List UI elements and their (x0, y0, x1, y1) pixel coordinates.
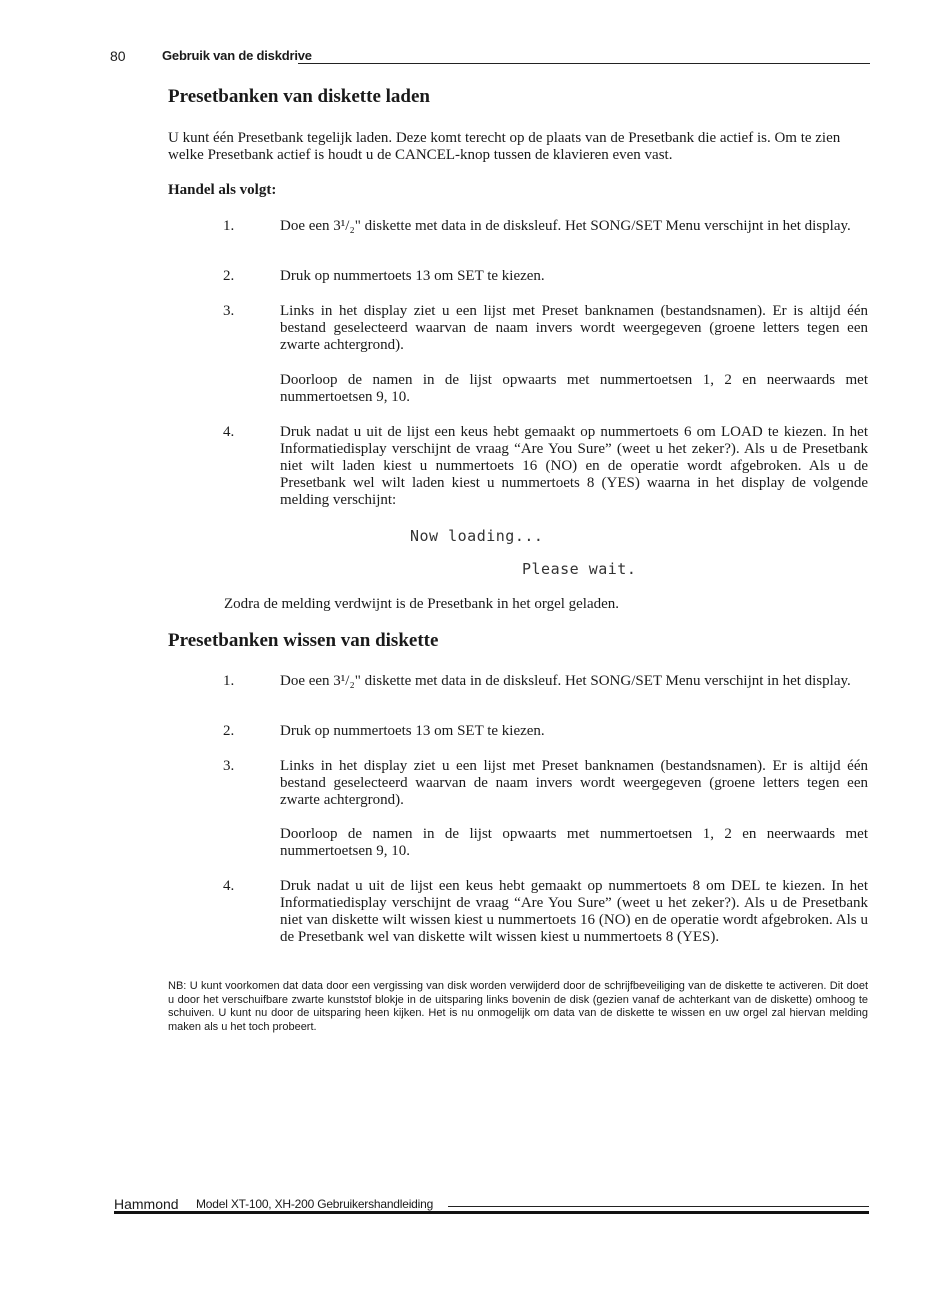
step-text: Links in het display ziet u een lijst met Preset banknamen (bestandsnamen). Er is altijd één bestand geselecteerd waarvan de naam invers wordt weergegeven (groene letters tegen een zwarte achtergrond). (280, 758, 868, 808)
step-number: 1. (223, 218, 235, 234)
step-extra-text: Doorloop de namen in de lijst opwaarts met nummertoetsen 1, 2 en neerwaards met nummertoetsen 9, 10. (280, 372, 868, 405)
step-number: 3. (223, 758, 235, 774)
display-message-line2: Please wait. (522, 560, 637, 578)
step-number: 4. (223, 878, 235, 894)
step-number: 1. (223, 673, 235, 689)
step-text: Links in het display ziet u een lijst met Preset banknamen (bestandsnamen). Er is altijd één bestand geselecteerd waarvan de naam invers wordt weergegeven (groene letters tegen een zwarte achtergrond). (280, 303, 868, 353)
intro-paragraph: U kunt één Presetbank tegelijk laden. Deze komt terecht op de plaats van de Presetbank die actief is. Om te zien welke Presetbank actief is houdt u de CANCEL-knop tussen de klavieren even vast. (168, 130, 841, 163)
instructions-subheading: Handel als volgt: (168, 182, 277, 198)
section-heading-load: Presetbanken van diskette laden (168, 86, 430, 107)
header-rule (298, 63, 870, 64)
step-text: Doe een 3¹/₂" diskette met data in de disksleuf. Het SONG/SET Menu verschijnt in het display. (280, 218, 851, 234)
running-header-title: Gebruik van de diskdrive (162, 48, 312, 63)
footer-rule-thin (448, 1206, 869, 1207)
step-number: 4. (223, 424, 235, 440)
note-paragraph: NB: U kunt voorkomen dat data door een vergissing van disk worden verwijderd door de schrijfbeveiliging van de diskette te activeren. Dit doet u door het verschuifbare zwarte kunststof blokje in de uitsparing links bovenin de disk (gezien vanaf de achterkant van de diskette) omhoog te schuiven. U kunt nu door de uitsparing heen kijken. Het is nu onmogelijk om data van de diskette te wissen en uw orgel zal hiervan melding maken als u het toch probeert. (168, 980, 868, 1033)
step-number: 3. (223, 303, 235, 319)
closing-paragraph: Zodra de melding verdwijnt is de Presetbank in het orgel geladen. (224, 596, 620, 612)
step-text: Druk op nummertoets 13 om SET te kiezen. (280, 268, 545, 284)
step-number: 2. (223, 268, 235, 284)
footer-brand: Hammond (114, 1196, 179, 1212)
step-number: 2. (223, 723, 235, 739)
display-message-line1: Now loading... (410, 527, 544, 545)
section-heading-delete: Presetbanken wissen van diskette (168, 630, 439, 651)
step-text: Druk nadat u uit de lijst een keus hebt gemaakt op nummertoets 8 om DEL te kiezen. In het Informatiedisplay verschijnt de vraag “Are You Sure” (weet u het zeker?). Als u de Presetbank niet van diskette wilt wissen kiest u nummertoets 16 (NO) en de operatie wordt afgebroken. Als u de Presetbank wel van diskette wilt wissen kiest u nummertoets 8 (YES). (280, 878, 868, 945)
page-number: 80 (110, 48, 126, 64)
page-header (110, 48, 870, 68)
page-footer (114, 1196, 869, 1218)
step-text: Druk nadat u uit de lijst een keus hebt gemaakt op nummertoets 6 om LOAD te kiezen. In het Informatiedisplay verschijnt de vraag “Are You Sure” (weet u het zeker?). Als u de Presetbank niet wilt laden kiest u nummertoets 16 (NO) en de operatie wordt afgebroken. Als u de Presetbank wel wilt laden kiest u nummertoets 8 (YES) waarna in het display de volgende melding verschijnt: (280, 424, 868, 508)
step-text: Druk op nummertoets 13 om SET te kiezen. (280, 723, 545, 739)
step-extra-text: Doorloop de namen in de lijst opwaarts met nummertoetsen 1, 2 en neerwaards met nummertoetsen 9, 10. (280, 826, 868, 859)
footer-model-title: Model XT-100, XH-200 Gebruikershandleiding (196, 1197, 434, 1211)
step-text: Doe een 3¹/₂" diskette met data in de disksleuf. Het SONG/SET Menu verschijnt in het display. (280, 673, 851, 689)
footer-rule-thick (114, 1211, 869, 1214)
